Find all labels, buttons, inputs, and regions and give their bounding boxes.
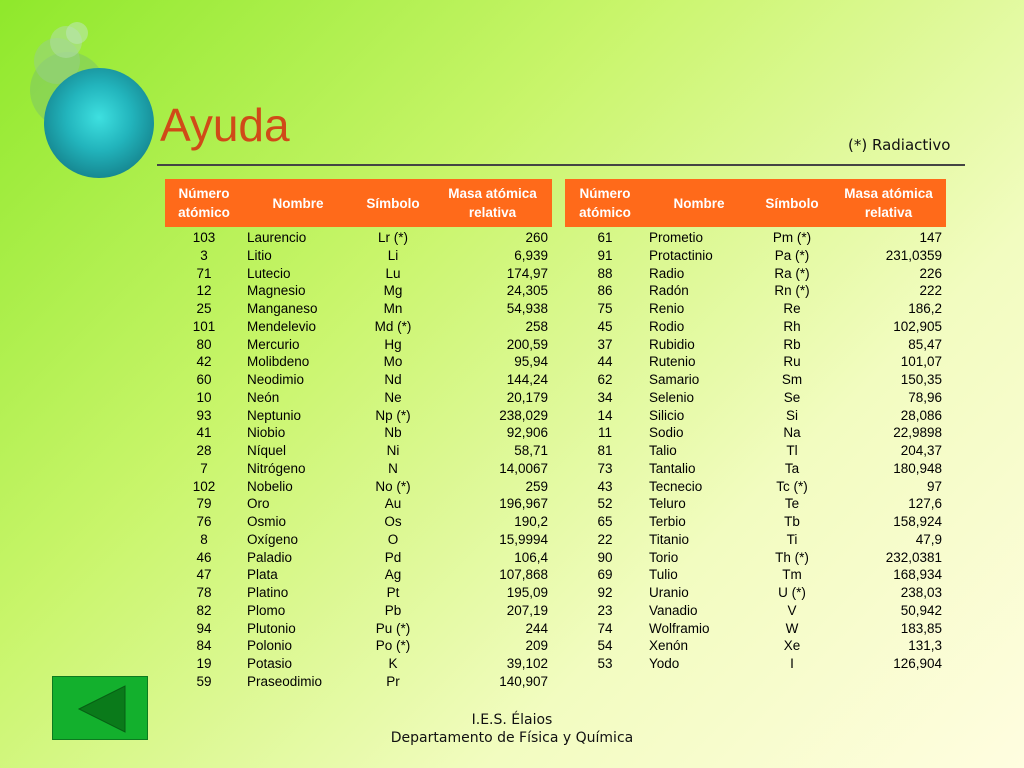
table-row: [165, 513, 552, 531]
table-row: [165, 620, 552, 638]
cell-atomic-number: 60: [196, 372, 212, 387]
cell-atomic-number: 71: [196, 265, 212, 281]
cell-atomic-mass: 200,59: [506, 336, 548, 352]
cell-symbol: W: [785, 620, 799, 636]
table-row: [565, 478, 946, 496]
cell-atomic-number: 34: [597, 389, 613, 405]
table-row: [565, 637, 946, 655]
header-atomic-mass: Masa atómica relativa: [433, 179, 552, 227]
cell-atomic-mass: 196,967: [499, 496, 548, 512]
cell-symbol: Au: [384, 496, 402, 512]
decorative-bubble: [66, 22, 88, 44]
cell-atomic-number: 80: [196, 336, 212, 352]
cell-atomic-mass: 150,35: [900, 372, 942, 387]
table-row: [565, 424, 946, 442]
cell-atomic-mass: 260: [525, 230, 548, 245]
table-row: [565, 584, 946, 602]
table-row: [565, 265, 946, 283]
cell-atomic-mass: 14,0067: [499, 460, 548, 476]
elements-table-left: [165, 179, 552, 691]
cell-atomic-mass: 102,905: [893, 318, 942, 334]
footer-school: I.E.S. Élaios: [471, 712, 553, 728]
cell-atomic-number: 103: [192, 230, 216, 245]
header-atomic-mass: Masa atómica relativa: [831, 179, 946, 227]
cell-symbol: Tb: [784, 514, 800, 529]
cell-atomic-mass: 54,938: [506, 301, 548, 316]
cell-symbol: Lr (*): [378, 230, 408, 245]
cell-name: Talio: [649, 443, 677, 458]
table-row: [165, 407, 552, 425]
cell-atomic-number: 23: [597, 602, 613, 618]
cell-name: Vanadio: [649, 602, 698, 618]
cell-atomic-mass: 158,924: [893, 514, 942, 529]
cell-symbol: Li: [387, 247, 399, 263]
table-body: [565, 227, 946, 673]
cell-symbol: Pu (*): [375, 620, 411, 636]
cell-symbol: Re: [783, 301, 801, 316]
table-row: [165, 282, 552, 300]
cell-atomic-number: 52: [597, 496, 613, 512]
header-name: Nombre: [645, 179, 753, 227]
back-button[interactable]: [52, 676, 148, 740]
table-row: [165, 531, 552, 549]
table-row: [565, 353, 946, 371]
table-row: [165, 442, 552, 460]
cell-symbol: Ru: [783, 354, 801, 370]
cell-symbol: Np (*): [375, 407, 411, 423]
cell-atomic-mass: 259: [525, 478, 548, 494]
cell-atomic-mass: 231,0359: [885, 247, 942, 263]
cell-symbol: O: [387, 531, 399, 547]
cell-name: Laurencio: [247, 230, 307, 245]
cell-atomic-number: 28: [196, 443, 212, 458]
cell-atomic-mass: 186,2: [908, 301, 942, 316]
cell-atomic-mass: 24,305: [506, 283, 548, 299]
cell-atomic-number: 91: [597, 247, 613, 263]
cell-atomic-number: 11: [597, 425, 612, 441]
cell-atomic-number: 102: [192, 478, 216, 494]
table-row: [165, 353, 552, 371]
table-row: [565, 531, 946, 549]
table-row: [165, 549, 552, 567]
cell-name: Sodio: [649, 425, 684, 441]
table-row: [165, 300, 552, 318]
cell-atomic-mass: 20,179: [506, 389, 548, 405]
cell-atomic-number: 14: [597, 407, 613, 423]
cell-name: Litio: [247, 247, 272, 263]
header-symbol: Símbolo: [753, 179, 831, 227]
cell-symbol: Pb: [384, 602, 402, 618]
title-divider: [157, 164, 965, 166]
cell-name: Radón: [649, 283, 689, 299]
cell-symbol: Sm: [781, 372, 803, 387]
cell-name: Renio: [649, 301, 685, 316]
table-row: [565, 407, 946, 425]
cell-atomic-number: 12: [196, 283, 212, 299]
cell-atomic-number: 59: [196, 673, 212, 689]
cell-name: Tulio: [649, 567, 678, 583]
cell-atomic-mass: 258: [525, 318, 548, 334]
cell-atomic-number: 7: [200, 460, 208, 476]
cell-name: Praseodimio: [247, 673, 323, 689]
cell-atomic-number: 46: [196, 549, 212, 565]
cell-symbol: Mn: [383, 301, 403, 316]
header-symbol: Símbolo: [353, 179, 433, 227]
cell-name: Plutonio: [247, 620, 296, 636]
cell-atomic-mass: 6,939: [514, 247, 548, 263]
cell-symbol: Si: [785, 407, 798, 423]
cell-name: Manganeso: [247, 301, 318, 316]
table-row: [165, 229, 552, 247]
cell-name: Lutecio: [247, 265, 291, 281]
table-row: [165, 478, 552, 496]
cell-atomic-mass: 126,904: [893, 656, 942, 671]
cell-atomic-mass: 244: [525, 620, 548, 636]
cell-atomic-number: 8: [200, 531, 208, 547]
table-row: [165, 460, 552, 478]
cell-name: Neón: [247, 389, 280, 405]
table-row: [565, 389, 946, 407]
cell-symbol: Rb: [783, 336, 801, 352]
table-row: [165, 495, 552, 513]
table-row: [165, 371, 552, 389]
cell-symbol: Te: [784, 496, 800, 512]
cell-atomic-number: 84: [196, 638, 212, 654]
cell-name: Xenón: [649, 638, 689, 654]
cell-atomic-mass: 183,85: [900, 620, 942, 636]
table-row: [565, 229, 946, 247]
cell-atomic-mass: 22,9898: [893, 425, 942, 441]
cell-name: Neodimio: [247, 372, 305, 387]
cell-atomic-mass: 140,907: [499, 673, 548, 689]
cell-atomic-number: 42: [196, 354, 212, 370]
cell-atomic-mass: 232,0381: [885, 549, 942, 565]
cell-name: Terbio: [649, 514, 686, 529]
cell-atomic-mass: 28,086: [900, 407, 942, 423]
cell-name: Radio: [649, 265, 685, 281]
header-name: Nombre: [243, 179, 353, 227]
cell-atomic-number: 41: [196, 425, 212, 441]
cell-name: Yodo: [649, 656, 680, 671]
cell-name: Torio: [649, 549, 679, 565]
cell-atomic-number: 93: [196, 407, 212, 423]
cell-atomic-mass: 144,24: [506, 372, 548, 387]
table-row: [565, 282, 946, 300]
cell-name: Silicio: [649, 407, 685, 423]
table-row: [565, 513, 946, 531]
cell-atomic-mass: 58,71: [514, 443, 548, 458]
decorative-sphere: [44, 68, 154, 178]
cell-atomic-mass: 222: [919, 283, 942, 299]
cell-atomic-number: 62: [597, 372, 613, 387]
cell-atomic-mass: 195,09: [506, 585, 548, 600]
cell-atomic-number: 74: [597, 620, 613, 636]
cell-symbol: Pr: [386, 673, 400, 689]
cell-name: Mercurio: [247, 336, 300, 352]
table-row: [565, 442, 946, 460]
cell-atomic-number: 69: [597, 567, 613, 583]
page-title: Ayuda: [160, 99, 290, 151]
cell-name: Nobelio: [247, 478, 293, 494]
cell-atomic-mass: 147: [919, 230, 942, 245]
cell-atomic-mass: 85,47: [908, 336, 942, 352]
cell-atomic-mass: 238,03: [900, 585, 942, 600]
cell-atomic-number: 90: [597, 549, 613, 565]
cell-atomic-number: 45: [597, 318, 613, 334]
cell-symbol: Ra (*): [774, 265, 810, 281]
cell-name: Tecnecio: [649, 478, 703, 494]
cell-name: Rutenio: [649, 354, 696, 370]
cell-atomic-mass: 107,868: [499, 567, 548, 583]
cell-atomic-number: 44: [597, 354, 613, 370]
table-row: [565, 460, 946, 478]
cell-symbol: Th (*): [775, 549, 809, 565]
elements-table-right: [565, 179, 946, 673]
cell-symbol: Pd: [384, 549, 402, 565]
cell-symbol: Tl: [786, 443, 798, 458]
cell-symbol: Os: [384, 514, 402, 529]
cell-atomic-number: 43: [597, 478, 613, 494]
cell-atomic-number: 65: [597, 514, 613, 529]
cell-symbol: Pt: [386, 585, 400, 600]
radioactive-note: (*) Radiactivo: [848, 136, 951, 154]
table-row: [165, 318, 552, 336]
cell-atomic-number: 86: [597, 283, 613, 299]
cell-name: Molibdeno: [247, 354, 310, 370]
cell-atomic-number: 88: [597, 265, 613, 281]
cell-atomic-number: 10: [196, 389, 212, 405]
cell-name: Magnesio: [247, 283, 306, 299]
table-row: [565, 602, 946, 620]
table-row: [165, 424, 552, 442]
cell-symbol: No (*): [375, 478, 411, 494]
cell-symbol: V: [787, 602, 797, 618]
cell-symbol: N: [388, 460, 398, 476]
cell-name: Nitrógeno: [247, 460, 306, 476]
cell-atomic-number: 37: [597, 336, 613, 352]
cell-name: Selenio: [649, 389, 695, 405]
table-row: [565, 371, 946, 389]
cell-atomic-mass: 95,94: [514, 354, 548, 370]
table-row: [565, 566, 946, 584]
cell-name: Uranio: [649, 585, 689, 600]
cell-name: Rodio: [649, 318, 685, 334]
cell-symbol: Xe: [783, 638, 801, 654]
cell-atomic-mass: 180,948: [893, 460, 942, 476]
cell-atomic-mass: 190,2: [514, 514, 548, 529]
cell-atomic-mass: 78,96: [908, 389, 942, 405]
cell-name: Platino: [247, 585, 289, 600]
cell-name: Titanio: [649, 531, 690, 547]
cell-symbol: Ag: [384, 567, 402, 583]
cell-symbol: Se: [783, 389, 801, 405]
cell-name: Teluro: [649, 496, 686, 512]
cell-atomic-mass: 174,97: [506, 265, 548, 281]
table-row: [565, 318, 946, 336]
cell-atomic-mass: 106,4: [514, 549, 548, 565]
table-row: [165, 637, 552, 655]
cell-name: Osmio: [247, 514, 287, 529]
cell-name: Samario: [649, 372, 700, 387]
cell-name: Prometio: [649, 230, 704, 245]
cell-symbol: Pa (*): [774, 247, 810, 263]
cell-symbol: Nb: [384, 425, 402, 441]
cell-name: Niobio: [247, 425, 286, 441]
cell-atomic-number: 92: [597, 585, 613, 600]
cell-atomic-mass: 50,942: [900, 602, 942, 618]
cell-symbol: I: [790, 656, 794, 671]
cell-name: Rubidio: [649, 336, 695, 352]
cell-atomic-mass: 15,9994: [499, 531, 548, 547]
cell-atomic-mass: 131,3: [908, 638, 942, 654]
cell-symbol: Ti: [786, 531, 798, 547]
cell-atomic-number: 75: [597, 301, 613, 316]
cell-name: Protactinio: [649, 247, 713, 263]
cell-atomic-mass: 92,906: [506, 425, 548, 441]
cell-symbol: K: [388, 656, 398, 671]
table-row: [565, 336, 946, 354]
cell-atomic-number: 78: [196, 585, 212, 600]
table-row: [565, 549, 946, 567]
cell-name: Tantalio: [649, 460, 696, 476]
cell-symbol: Nd: [384, 372, 402, 387]
cell-symbol: Hg: [384, 336, 402, 352]
cell-atomic-number: 19: [196, 656, 212, 671]
table-row: [165, 602, 552, 620]
cell-atomic-mass: 238,029: [499, 407, 548, 423]
cell-atomic-number: 53: [597, 656, 613, 671]
cell-name: Plomo: [247, 602, 286, 618]
header-atomic-number: Número atómico: [165, 179, 243, 227]
back-arrow-icon: [53, 677, 149, 741]
cell-atomic-mass: 204,37: [900, 443, 942, 458]
cell-symbol: Md (*): [374, 318, 412, 334]
cell-atomic-number: 76: [196, 514, 212, 529]
cell-symbol: Rn (*): [774, 283, 810, 299]
cell-symbol: Po (*): [375, 638, 411, 654]
cell-atomic-number: 101: [192, 318, 216, 334]
cell-atomic-number: 94: [196, 620, 212, 636]
cell-symbol: Na: [783, 425, 801, 441]
cell-atomic-number: 22: [597, 531, 613, 547]
cell-symbol: U (*): [778, 585, 806, 600]
cell-symbol: Tc (*): [776, 478, 808, 494]
table-row: [565, 300, 946, 318]
cell-symbol: Mg: [383, 283, 403, 299]
cell-name: Polonio: [247, 638, 293, 654]
cell-atomic-number: 82: [196, 602, 212, 618]
cell-atomic-mass: 226: [919, 265, 942, 281]
cell-name: Paladio: [247, 549, 293, 565]
table-row: [165, 247, 552, 265]
cell-atomic-mass: 97: [926, 478, 942, 494]
table-row: [565, 655, 946, 673]
table-row: [165, 566, 552, 584]
cell-symbol: Pm (*): [772, 230, 812, 245]
cell-name: Plata: [247, 567, 278, 583]
cell-symbol: Mo: [383, 354, 403, 370]
cell-atomic-mass: 168,934: [893, 567, 942, 583]
cell-name: Mendelevio: [247, 318, 317, 334]
cell-name: Wolframio: [649, 620, 710, 636]
cell-atomic-number: 81: [597, 443, 613, 458]
cell-atomic-number: 3: [200, 247, 208, 263]
cell-atomic-number: 54: [597, 638, 613, 654]
cell-symbol: Rh: [783, 318, 801, 334]
cell-symbol: Ni: [386, 443, 400, 458]
table-row: [565, 620, 946, 638]
table-body: [165, 227, 552, 691]
cell-atomic-number: 25: [196, 301, 212, 316]
table-row: [165, 673, 552, 691]
cell-name: Neptunio: [247, 407, 302, 423]
cell-atomic-number: 47: [196, 567, 212, 583]
table-row: [165, 655, 552, 673]
cell-name: Potasio: [247, 656, 293, 671]
cell-atomic-number: 73: [597, 460, 613, 476]
table-row: [565, 495, 946, 513]
cell-symbol: Ta: [784, 460, 800, 476]
table-row: [565, 247, 946, 265]
cell-name: Oxígeno: [247, 531, 299, 547]
cell-atomic-mass: 209: [525, 638, 548, 654]
cell-symbol: Ne: [384, 389, 402, 405]
cell-atomic-mass: 101,07: [900, 354, 942, 370]
table-row: [165, 389, 552, 407]
cell-name: Níquel: [247, 443, 287, 458]
footer-department: Departamento de Física y Química: [390, 730, 634, 746]
table-row: [165, 265, 552, 283]
cell-symbol: Tm: [782, 567, 802, 583]
header-atomic-number: Número atómico: [565, 179, 645, 227]
table-row: [165, 584, 552, 602]
cell-atomic-mass: 39,102: [506, 656, 548, 671]
cell-atomic-number: 79: [196, 496, 212, 512]
cell-atomic-mass: 47,9: [915, 531, 942, 547]
cell-symbol: Lu: [385, 265, 401, 281]
table-row: [165, 336, 552, 354]
cell-atomic-mass: 127,6: [908, 496, 942, 512]
cell-atomic-mass: 207,19: [506, 602, 548, 618]
cell-atomic-number: 61: [597, 230, 613, 245]
cell-name: Oro: [247, 496, 270, 512]
